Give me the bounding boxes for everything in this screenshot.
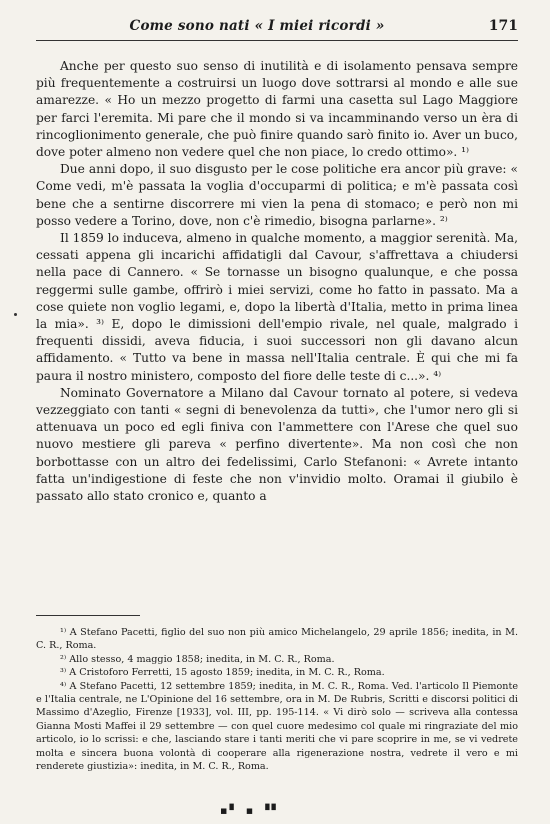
footnote-4: ⁴⁾ A Stefano Pacetti, 12 settembre 1859; inedita, in M. C. R., Roma. Ved. l'articolo Il Piemonte e l'Italia centrale, ne L'Opinione del 16 settembre, ora in M. De Rubris, Scritti e discorsi politici di Massimo d'Azeglio, Firenze [1933], vol. III, pp. 195-114. « Vi dirò solo — scriveva alla contessa Gianna Mosti Maffei il 29 settembre — con quel cuore medesimo col quale mi ringraziate del mio articolo, io lo scrissi: e che, lasciando stare i tanti meriti che vi pare scoprire in me, se vi vedrete molta e sincera buona volontà di cooperare alla rigenerazione nostra, vedrete il vero e mi renderete giustizia»: inedita, in M. C. R., Roma. [36, 680, 518, 773]
footnote-2: ²⁾ Allo stesso, 4 maggio 1858; inedita, in M. C. R., Roma. [60, 653, 335, 665]
main-text [36, 58, 518, 505]
footnote-1: ¹⁾ A Stefano Pacetti, figlio del suo non più amico Michelangelo, 29 aprile 1856; inedita, in M. C. R., Roma. [36, 627, 518, 652]
footnote-3: ³⁾ A Cristoforo Ferretti, 15 agosto 1859; inedita, in M. C. R., Roma. [60, 667, 385, 679]
paragraph-2: Due anni dopo, il suo disgusto per le cose politiche era ancor più grave: « Come vedi, m'è passata la voglia d'occuparmi di politica; e m'è passata così bene che a sentirne discorrere mi vien la pena di stomaco; e però non mi posso vedere a Torino, dove, non c'è rimedio, bisogna parlarne». ²⁾ [36, 162, 518, 228]
footnotes [36, 626, 518, 773]
running-title: Come sono nati « I miei ricordi » [129, 18, 385, 34]
paragraph-4: Nominato Governatore a Milano dal Cavour tornato al potere, si vedeva vezzeggiato con tanti « segni di benevolenza da tutti», che l'umor nero gli si attenuava un poco ed egli finiva con l'ammettere con l'Arese che quel suo nuovo mestiere gli pareva « perfino divertente». Ma non così che non borbottasse con un altro dei fedelissimi, Carlo Stefanoni: « Avrete intanto fatta un'indigestione di feste che non v'invidio molto. Oramai il giubilo è passato allo stato cronico e, quanto a [36, 385, 518, 504]
paragraph-1: Anche per questo suo senso di inutilità e di isolamento pensava sempre più frequentemente a costruirsi un luogo dove sottrarsi al mondo e alle sue amarezze. « Ho un mezzo progetto di farmi una casetta sul Lago Maggiore per farci l'eremita. Mi pare che il mondo si va incamminando verso un èra di rincoglionimento generale, che può finire quando sarò finito io. Aver un buco, dove poter almeno non vedere quel che non piace, lo credo ottimo». ¹⁾ [36, 59, 518, 160]
margin-dot [14, 313, 17, 316]
paragraph-3: Il 1859 lo induceva, almeno in qualche momento, a maggior serenità. Ma, cessati appena gli incarichi affidatigli dal Cavour, s'affrettava a chiudersi nella pace di Cannero. « Se tornasse un bisogno qualunque, e che possa reggermi sulle gambe, offrirò i miei servizi, come ho fatto in passato. Ma a cose quiete non voglio legami, e, dopo la libertà d'Italia, metto in prima linea la mia». ³⁾ E, dopo le dimissioni dell'empio rivale, nel quale, malgrado i frequenti dissidi, aveva fiducia, i suoi successori non gli davano alcun affidamento. « Tutto va bene in massa nell'Italia centrale. È qui che mi fa paura il nostro ministero, composto del fiore delle teste di c...». ⁴⁾ [36, 231, 518, 383]
page-number: 171 [488, 18, 518, 34]
footnote-rule [36, 615, 140, 616]
page-header [36, 16, 518, 41]
scan-artifact: ▪▘ ▪ ▝▘ [220, 804, 282, 817]
